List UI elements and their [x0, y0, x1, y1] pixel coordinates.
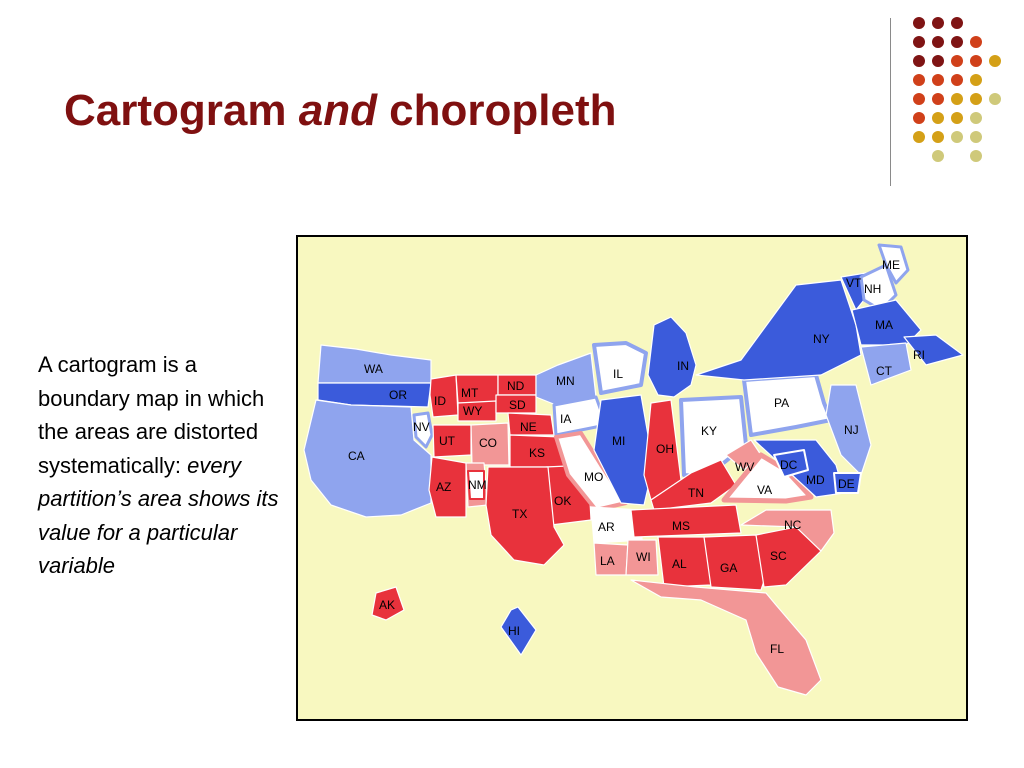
- label-ia: IA: [560, 412, 572, 426]
- label-wy: WY: [463, 404, 483, 418]
- label-de: DE: [838, 477, 855, 491]
- label-sd: SD: [509, 398, 526, 412]
- label-fl: FL: [770, 642, 785, 656]
- label-nc: NC: [784, 518, 802, 532]
- label-az: AZ: [436, 480, 452, 494]
- label-tn: MS: [672, 519, 690, 533]
- label-il: MI: [612, 434, 626, 448]
- label-nh: NH: [864, 282, 882, 296]
- label-oh: KY: [701, 424, 718, 438]
- dots-khaki: [932, 93, 1001, 162]
- body-text: [38, 348, 288, 583]
- slide-title: [64, 86, 617, 136]
- label-wi: IL: [613, 367, 624, 381]
- vertical-divider: [890, 18, 891, 186]
- cartogram-map: [296, 235, 968, 721]
- dots-gold: [913, 55, 1001, 143]
- label-ut: UT: [439, 434, 455, 448]
- label-co: CO: [479, 436, 497, 450]
- body-plain-text: A cartogram is a boundary map in which the areas are distorted systematically:: [38, 352, 265, 478]
- cartogram-svg: [296, 235, 968, 721]
- label-md: MD: [806, 473, 825, 487]
- label-wv: WV: [735, 460, 755, 474]
- label-tx: TX: [512, 507, 528, 521]
- title-part-2: choropleth: [376, 86, 617, 135]
- label-nv: NV: [413, 420, 430, 434]
- label-ct: CT: [876, 364, 892, 378]
- label-vt: VT: [846, 276, 862, 290]
- label-nj: NJ: [844, 423, 859, 437]
- label-nm: NM: [468, 478, 487, 492]
- body-italic-text: every partition’s area shows its value for a particular variable: [38, 452, 279, 578]
- label-me: ME: [882, 258, 900, 272]
- title-emphasis: and: [298, 86, 377, 135]
- label-id: ID: [434, 394, 446, 408]
- label-hi: HI: [508, 624, 520, 638]
- label-or: OR: [389, 388, 407, 402]
- label-in: OH: [656, 442, 674, 456]
- label-ne: NE: [520, 420, 537, 434]
- label-mo: MO: [584, 470, 604, 484]
- label-nd: ND: [507, 379, 525, 393]
- label-al: AL: [672, 557, 687, 571]
- label-mn: MN: [556, 374, 575, 388]
- label-ma: MA: [875, 318, 893, 332]
- label-mt: MT: [461, 386, 479, 400]
- label-sc: SC: [770, 549, 787, 563]
- label-mi: IN: [677, 359, 689, 373]
- label-wa: WA: [364, 362, 383, 376]
- label-dc: DC: [780, 458, 798, 472]
- label-ky: TN: [688, 486, 704, 500]
- label-ny: NY: [813, 332, 830, 346]
- label-ks: KS: [529, 446, 546, 460]
- label-ri: RI: [913, 348, 925, 362]
- label-la: LA: [600, 554, 615, 568]
- label-ak: AK: [379, 598, 396, 612]
- label-ar: AR: [598, 520, 615, 534]
- title-part-1: Cartogram: [64, 86, 299, 135]
- label-ga: GA: [720, 561, 738, 575]
- label-ms: WI: [636, 550, 651, 564]
- label-ca: CA: [348, 449, 365, 463]
- label-ok: OK: [554, 494, 572, 508]
- label-pa: PA: [774, 396, 790, 410]
- label-va: VA: [757, 483, 773, 497]
